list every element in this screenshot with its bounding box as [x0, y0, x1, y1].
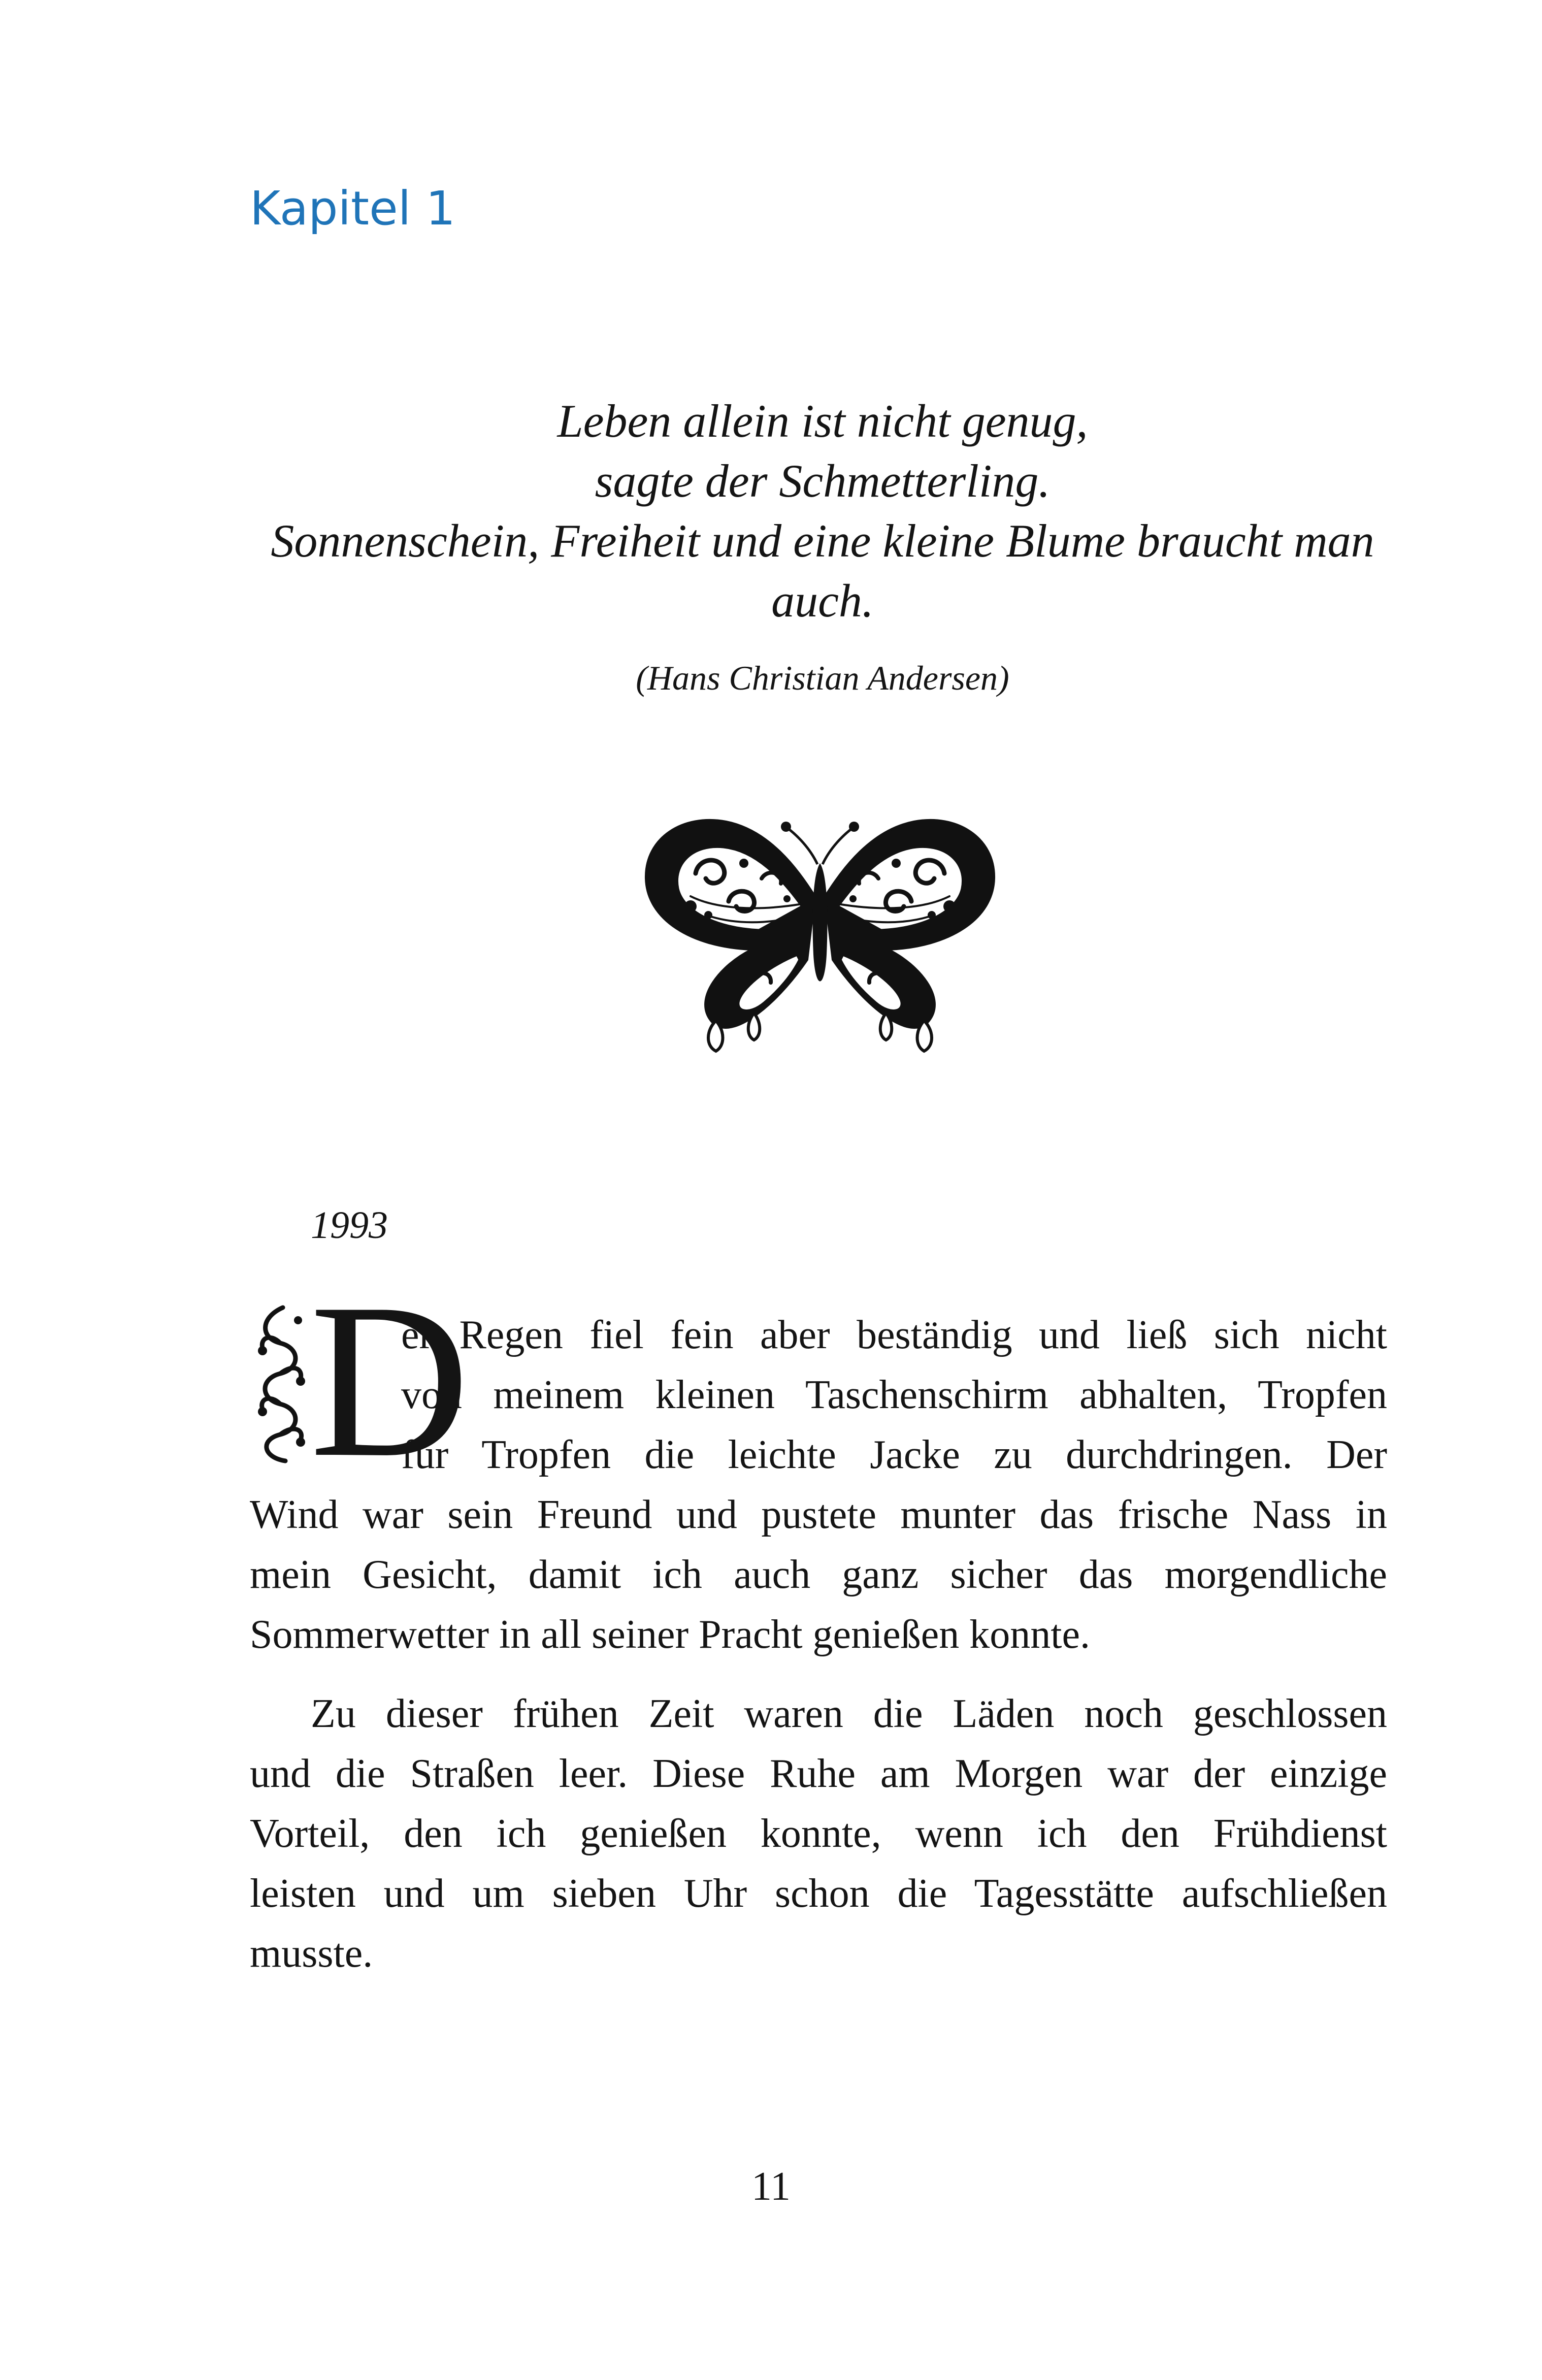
chapter-title: Kapitel 1 [250, 181, 456, 236]
text-line: musste. [250, 1931, 373, 1976]
text-line: leisten und um sieben Uhr schon die Tagesstätte aufschließen [250, 1871, 1387, 1916]
section-year: 1993 [311, 1204, 388, 1247]
epigraph-line: Sonnenschein, Freiheit und eine kleine Blume braucht man [271, 515, 1374, 567]
text-line: Zu dieser frühen Zeit waren die Läden noch geschlossen [311, 1691, 1387, 1736]
page-number: 11 [751, 2164, 791, 2209]
paragraph-1-continued [250, 1485, 1387, 1665]
epigraph-attribution: (Hans Christian Andersen) [636, 659, 1009, 697]
text-line: für Tropfen die leichte Jacke zu durchdringen. Der [401, 1432, 1387, 1477]
epigraph-line: Leben allein ist nicht genug, [557, 395, 1088, 447]
text-line: Vorteil, den ich genießen konnte, wenn ich den Frühdienst [250, 1811, 1387, 1856]
text-line: Sommerwetter in all seiner Pracht genießen konnte. [250, 1612, 1091, 1657]
paragraph-1-opening [250, 1305, 1387, 1485]
text-line: Wind war sein Freund und pustete munter das frische Nass in [250, 1492, 1387, 1537]
epigraph-line: auch. [771, 575, 874, 627]
text-line: von meinem kleinen Taschenschirm abhalten, Tropfen [401, 1373, 1387, 1417]
epigraph-quote [254, 391, 1391, 631]
epigraph-line: sagte der Schmetterling. [595, 455, 1051, 507]
paragraph-2 [250, 1684, 1387, 1983]
drop-cap-letter: D [310, 1258, 470, 1503]
butterfly-icon [635, 807, 1005, 1066]
text-line: er Regen fiel fein aber beständig und ließ sich nicht [401, 1313, 1387, 1357]
text-line: und die Straßen leer. Diese Ruhe am Morgen war der einzige [250, 1751, 1387, 1796]
text-line: mein Gesicht, damit ich auch ganz sicher das morgendliche [250, 1552, 1387, 1597]
